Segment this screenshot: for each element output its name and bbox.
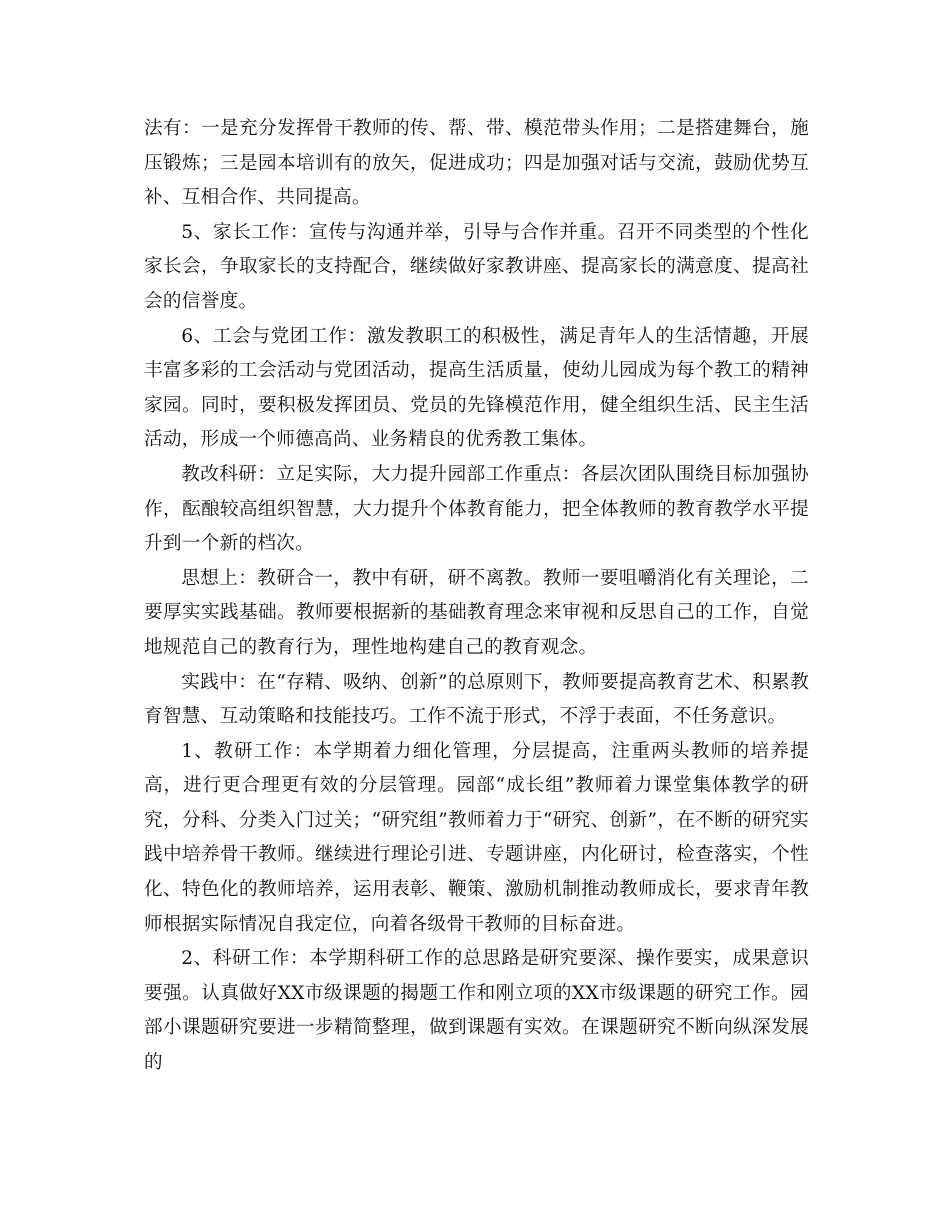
paragraph-union-party-work: 6、工会与党团工作：激发教职工的积极性，满足青年人的生活情趣，开展丰富多彩的工会活动与党团活动，提高生活质量，使幼儿园成为每个教工的精神家园。同时，要积极发挥团员、党员的先锋模范作用，健全组织生活、民主生活活动，形成一个师德高尚、业务精良的优秀教工集体。 — [144, 325, 809, 451]
paragraph-ideology: 思想上：教研合一，教中有研，研不离教。教师一要咀嚼消化有关理论，二要厚实实践基础。教师要根据新的基础教育理念来审视和反思自己的工作，自觉地规范自己的教育行为，理性地构建自己的教育观念。 — [144, 567, 809, 658]
paragraph-practice: 实践中：在“存精、吸纳、创新”的总原则下，教师要提高教育艺术、积累教育智慧、互动策略和技能技巧。工作不流于形式，不浮于表面，不任务意识。 — [144, 671, 809, 728]
paragraph-teaching-reform: 教改科研：立足实际，大力提升园部工作重点：各层次团队围绕目标加强协作，酝酿较高组织智慧，大力提升个体教育能力，把全体教师的教育教学水平提升到一个新的档次。 — [144, 463, 809, 555]
paragraph-parent-work: 5、家长工作：宣传与沟通并举，引导与合作并重。召开不同类型的个性化家长会，争取家长的支持配合，继续做好家教讲座、提高家长的满意度、提高社会的信誉度。 — [144, 221, 809, 312]
document-body — [144, 112, 809, 1081]
paragraph-teaching-research: 1、教研工作：本学期着力细化管理，分层提高，注重两头教师的培养提高，进行更合理更有效的分层管理。园部“成长组”教师着力课堂集体教学的研究，分科、分类入门过关；“研究组”教师着力于“研究、创新”，在不断的研究实践中培养骨干教师。继续进行理论引进、专题讲座，内化研讨，检查落实，个性化、特色化的教师培养，运用表彰、鞭策、激励机制推动教师成长，要求青年教师根据实际情况自我定位，向着各级骨干教师的目标奋进。 — [144, 740, 809, 935]
paragraph-scientific-research: 2、科研工作：本学期科研工作的总思路是研究要深、操作要实，成果意识要强。认真做好XX市级课题的揭题工作和刚立项的XX市级课题的研究工作。园部小课题研究要进一步精简整理，做到课题有实效。在课题研究不断向纵深发展的 — [144, 948, 809, 1074]
paragraph-training-methods: 法有：一是充分发挥骨干教师的传、帮、带、模范带头作用；二是搭建舞台，施压锻炼；三是园本培训有的放矢，促进成功；四是加强对话与交流，鼓励优势互补、互相合作、共同提高。 — [144, 118, 809, 209]
